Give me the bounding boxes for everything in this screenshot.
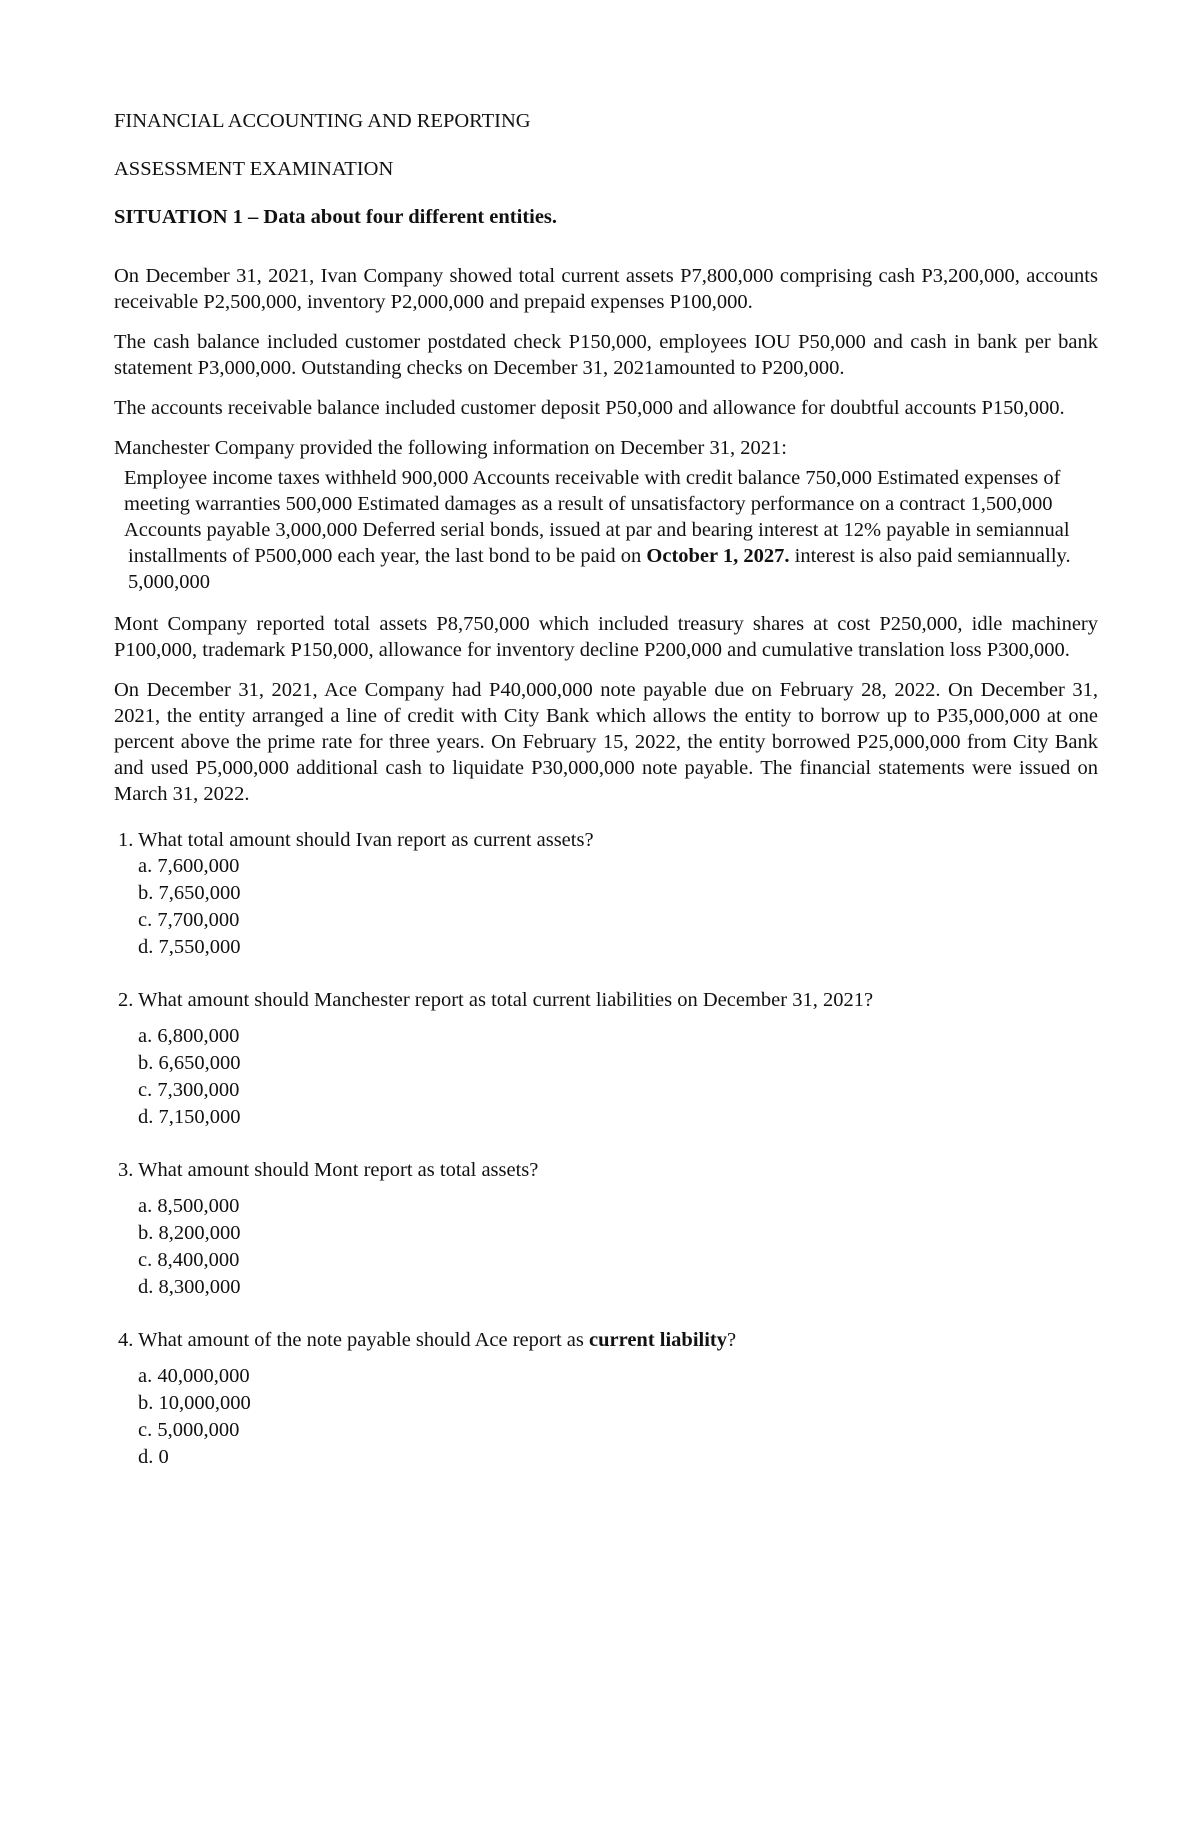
- choice-d: d. 7,150,000: [138, 1106, 241, 1128]
- document-title: FINANCIAL ACCOUNTING AND REPORTING: [114, 110, 531, 132]
- manchester-list-text-2c: interest is also paid semiannually. 5,000,000: [128, 545, 1071, 593]
- choice-list: [114, 853, 1098, 961]
- choice-a: a. 40,000,000: [138, 1365, 250, 1387]
- question-2: [114, 987, 1098, 1131]
- choice-a: a. 7,600,000: [138, 855, 240, 877]
- manchester-bond-date: October 1, 2027.: [646, 545, 790, 567]
- manchester-item-list: [124, 465, 1090, 595]
- question-stem: 3. What amount should Mont report as total assets?: [118, 1159, 539, 1181]
- choice-b: b. 10,000,000: [138, 1392, 251, 1414]
- choice-b: b. 7,650,000: [138, 882, 241, 904]
- question-stem: [118, 1327, 1098, 1353]
- question-3: [114, 1157, 1098, 1301]
- situation-heading: [114, 204, 1098, 230]
- choice-list: [114, 1363, 1098, 1471]
- question-stem: 2. What amount should Manchester report as total current liabilities on December 31, 2021?: [118, 989, 874, 1011]
- choice-d: d. 7,550,000: [138, 936, 241, 958]
- choice-a: a. 8,500,000: [138, 1195, 240, 1217]
- paragraph-manchester-intro: Manchester Company provided the following information on December 31, 2021:: [114, 437, 787, 459]
- choice-c: c. 5,000,000: [138, 1419, 240, 1441]
- paragraph-ivan-3: The accounts receivable balance included customer deposit P50,000 and allowance for doubtful accounts P150,000.: [114, 397, 1065, 419]
- situation-label: SITUATION 1: [114, 206, 243, 228]
- choice-c: c. 8,400,000: [138, 1249, 240, 1271]
- document-subtitle: ASSESSMENT EXAMINATION: [114, 158, 394, 180]
- choice-c: c. 7,300,000: [138, 1079, 240, 1101]
- paragraph-ace: On December 31, 2021, Ace Company had P40,000,000 note payable due on February 28, 2022. On December 31, 2021, the entity arranged a line of credit with City Bank which allows the entity to borrow up to P35,000,000 at one percent above the prime rate for three years. On February 15, 2022, the entity borrowed P25,000,000 from City Bank and used P5,000,000 additional cash to liquidate P30,000,000 note payable. The financial statements were issued on March 31, 2022.: [114, 679, 1098, 805]
- manchester-list-text-1: Employee income taxes withheld 900,000 Accounts receivable with credit balance 750,000 Estimated expenses of meeting warranties 500,000 Estimated damages as a result of unsatisfactory performance on a contract 1,500,000 Accounts payable 3,000,000 Deferred serial bonds, issued at par and bearing interest at 12% payable in semiannual: [124, 467, 1070, 541]
- choice-b: b. 6,650,000: [138, 1052, 241, 1074]
- situation-dash: –: [242, 206, 264, 228]
- document-content: [114, 108, 1098, 1497]
- situation-text: Data about four different entities.: [263, 206, 558, 228]
- choice-d: d. 0: [138, 1446, 169, 1468]
- paragraph-ivan-2: The cash balance included customer postdated check P150,000, employees IOU P50,000 and cash in bank per bank statement P3,000,000. Outstanding checks on December 31, 2021amounted to P200,000.: [114, 331, 1098, 379]
- choice-c: c. 7,700,000: [138, 909, 240, 931]
- choice-a: a. 6,800,000: [138, 1025, 240, 1047]
- question-4: [114, 1327, 1098, 1471]
- paragraph-ivan-1: On December 31, 2021, Ivan Company showed total current assets P7,800,000 comprising cash P3,200,000, accounts receivable P2,500,000, inventory P2,000,000 and prepaid expenses P100,000.: [114, 265, 1098, 313]
- question-stem-bold: current liability: [589, 1329, 727, 1351]
- question-stem-c: ?: [727, 1329, 737, 1351]
- manchester-list-text-2a: installments of P500,000 each year, the last bond to be paid on: [128, 545, 647, 567]
- choice-list: [114, 1193, 1098, 1301]
- question-stem: 1. What total amount should Ivan report as current assets?: [118, 829, 594, 851]
- choice-list: [114, 1023, 1098, 1131]
- paragraph-mont: Mont Company reported total assets P8,750,000 which included treasury shares at cost P250,000, idle machinery P100,000, trademark P150,000, allowance for inventory decline P200,000 and cumulative translation loss P300,000.: [114, 613, 1098, 661]
- question-stem-a: 4. What amount of the note payable should Ace report as: [118, 1329, 589, 1351]
- choice-b: b. 8,200,000: [138, 1222, 241, 1244]
- choice-d: d. 8,300,000: [138, 1276, 241, 1298]
- manchester-list-text-2: [124, 543, 1090, 595]
- question-1: [114, 827, 1098, 961]
